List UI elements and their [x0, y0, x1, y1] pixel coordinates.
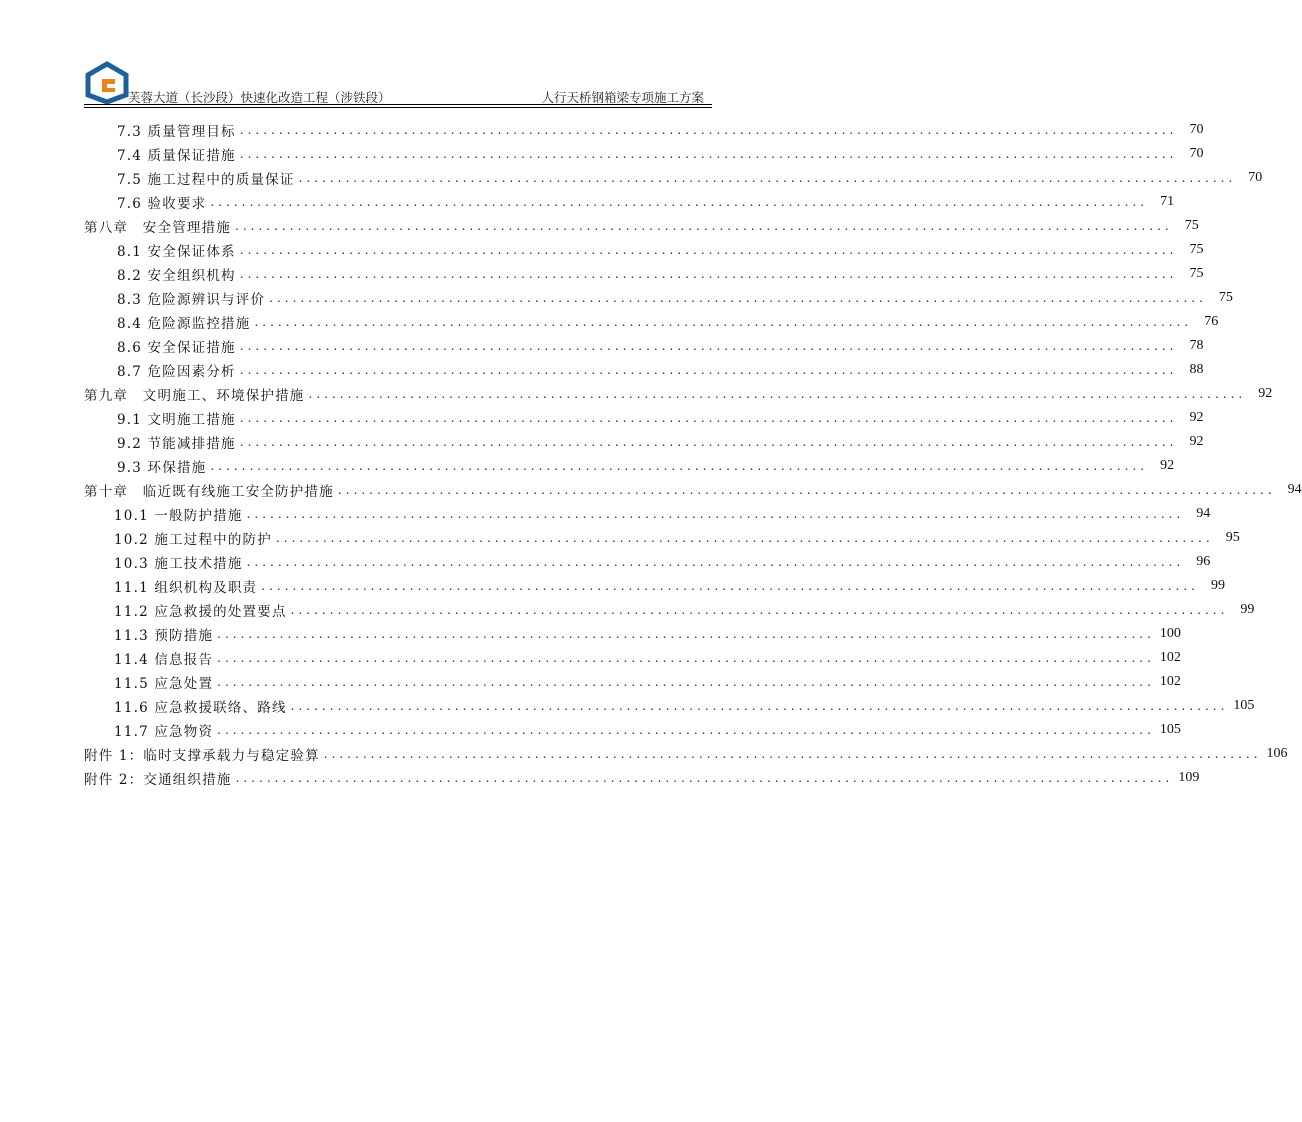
- toc-entry-title: 9.2 节能减排措施: [117, 436, 236, 452]
- toc-dot-leader: ........................................................................................................................: [246, 507, 1185, 521]
- toc-entry-page-number: 75: [1184, 218, 1199, 233]
- toc-entry-page-number: 78: [1189, 338, 1204, 353]
- toc-entry[interactable]: [117, 287, 1233, 309]
- toc-entry[interactable]: [84, 215, 1199, 237]
- toc-dot-leader: ........................................................................................................................: [217, 723, 1155, 737]
- toc-entry-page-number: 92: [1258, 386, 1273, 401]
- company-logo-icon: [84, 62, 130, 104]
- toc-entry[interactable]: [117, 311, 1219, 333]
- toc-entry[interactable]: [117, 431, 1204, 453]
- document-title: 人行天桥钢箱梁专项施工方案: [541, 90, 704, 105]
- toc-entry[interactable]: [114, 551, 1211, 573]
- toc-entry-title: 8.4 危险源监控措施: [117, 316, 251, 332]
- toc-entry-title: 8.2 安全组织机构: [117, 268, 236, 284]
- toc-entry-page-number: 102: [1159, 674, 1181, 689]
- page-header: [84, 62, 712, 106]
- toc-entry-title: 10.1 一般防护措施: [114, 508, 243, 524]
- toc-entry-page-number: 96: [1196, 554, 1211, 569]
- toc-entry[interactable]: [114, 503, 1211, 525]
- toc-entry-page-number: 76: [1204, 314, 1219, 329]
- toc-entry-title: 7.4 质量保证措施: [117, 148, 236, 164]
- toc-dot-leader: ........................................................................................................................: [269, 291, 1207, 305]
- toc-entry-page-number: 95: [1225, 530, 1240, 545]
- toc-dot-leader: ........................................................................................................................: [290, 699, 1229, 713]
- toc-entry-title: 第十章 临近既有线施工安全防护措施: [84, 484, 334, 500]
- toc-entry-title: 11.7 应急物资: [114, 724, 214, 740]
- toc-entry-title: 9.1 文明施工措施: [117, 412, 236, 428]
- project-title: 芙蓉大道（长沙段）快速化改造工程（涉铁段）: [128, 90, 391, 105]
- toc-dot-leader: ........................................................................................................................: [239, 267, 1178, 281]
- toc-entry[interactable]: [84, 383, 1273, 405]
- toc-entry-title: 11.5 应急处置: [114, 676, 214, 692]
- toc-entry-page-number: 70: [1189, 146, 1204, 161]
- toc-entry-title: 10.3 施工技术措施: [114, 556, 243, 572]
- toc-dot-leader: ........................................................................................................................: [275, 531, 1214, 545]
- toc-entry-page-number: 70: [1248, 170, 1263, 185]
- toc-entry[interactable]: [114, 599, 1255, 621]
- toc-dot-leader: ........................................................................................................................: [239, 243, 1178, 257]
- toc-entry-page-number: 105: [1233, 698, 1255, 713]
- toc-entry-page-number: 75: [1218, 290, 1233, 305]
- toc-entry[interactable]: [84, 743, 1288, 765]
- toc-entry-title: 8.7 危险因素分析: [117, 364, 236, 380]
- toc-dot-leader: ........................................................................................................................: [239, 123, 1178, 137]
- toc-entry-title: 第八章 安全管理措施: [84, 220, 231, 236]
- toc-entry[interactable]: [114, 647, 1181, 669]
- toc-entry[interactable]: [117, 167, 1263, 189]
- toc-entry-page-number: 70: [1189, 122, 1204, 137]
- toc-entry-title: 附件 2：交通组织措施: [84, 772, 232, 788]
- toc-entry-title: 11.2 应急救援的处置要点: [114, 604, 287, 620]
- toc-dot-leader: ........................................................................................................................: [254, 315, 1193, 329]
- toc-entry-page-number: 106: [1266, 746, 1288, 761]
- toc-dot-leader: ........................................................................................................................: [239, 147, 1178, 161]
- toc-entry-title: 8.6 安全保证措施: [117, 340, 236, 356]
- toc-entry[interactable]: [114, 671, 1181, 693]
- toc-dot-leader: ........................................................................................................................: [261, 579, 1199, 593]
- toc-entry-page-number: 92: [1189, 410, 1204, 425]
- toc-dot-leader: ........................................................................................................................: [210, 195, 1149, 209]
- toc-entry-page-number: 99: [1240, 602, 1255, 617]
- toc-dot-leader: ........................................................................................................................: [308, 387, 1247, 401]
- toc-entry-title: 11.6 应急救援联络、路线: [114, 700, 287, 716]
- toc-dot-leader: ........................................................................................................................: [217, 675, 1155, 689]
- toc-dot-leader: ........................................................................................................................: [323, 747, 1262, 761]
- header-divider-thin: [84, 107, 712, 108]
- toc-dot-leader: ........................................................................................................................: [235, 219, 1173, 233]
- toc-entry[interactable]: [117, 239, 1204, 261]
- toc-entry-title: 7.6 验收要求: [117, 196, 207, 212]
- toc-entry-page-number: 94: [1196, 506, 1211, 521]
- toc-entry-title: 11.4 信息报告: [114, 652, 214, 668]
- toc-entry-page-number: 94: [1287, 482, 1302, 497]
- toc-entry-title: 第九章 文明施工、环境保护措施: [84, 388, 305, 404]
- toc-entry-page-number: 100: [1159, 626, 1181, 641]
- toc-dot-leader: ........................................................................................................................: [246, 555, 1185, 569]
- toc-entry-page-number: 99: [1210, 578, 1225, 593]
- toc-entry-title: 10.2 施工过程中的防护: [114, 532, 272, 548]
- toc-entry[interactable]: [117, 335, 1204, 357]
- toc-entry[interactable]: [117, 263, 1204, 285]
- toc-dot-leader: ........................................................................................................................: [239, 411, 1178, 425]
- toc-entry[interactable]: [117, 407, 1204, 429]
- toc-entry-title: 7.5 施工过程中的质量保证: [117, 172, 295, 188]
- toc-entry[interactable]: [114, 575, 1225, 597]
- toc-dot-leader: ........................................................................................................................: [337, 483, 1276, 497]
- toc-entry[interactable]: [114, 623, 1181, 645]
- header-divider: [84, 104, 712, 105]
- toc-entry-title: 8.3 危险源辨识与评价: [117, 292, 266, 308]
- toc-dot-leader: ........................................................................................................................: [239, 339, 1178, 353]
- toc-entry-title: 7.3 质量管理目标: [117, 124, 236, 140]
- toc-entry-page-number: 105: [1159, 722, 1181, 737]
- toc-entry-page-number: 102: [1159, 650, 1181, 665]
- toc-entry-title: 11.3 预防措施: [114, 628, 214, 644]
- toc-entry-page-number: 75: [1189, 242, 1204, 257]
- toc-entry-title: 附件 1：临时支撑承载力与稳定验算: [84, 748, 320, 764]
- toc-dot-leader: ........................................................................................................................: [298, 171, 1237, 185]
- toc-entry[interactable]: [117, 119, 1204, 141]
- toc-entry-title: 8.1 安全保证体系: [117, 244, 236, 260]
- toc-entry[interactable]: [117, 359, 1204, 381]
- toc-entry[interactable]: [117, 455, 1175, 477]
- toc-dot-leader: ........................................................................................................................: [210, 459, 1149, 473]
- toc-entry-page-number: 75: [1189, 266, 1204, 281]
- toc-entry[interactable]: [114, 719, 1181, 741]
- toc-entry[interactable]: [114, 527, 1240, 549]
- toc-entry-page-number: 88: [1189, 362, 1204, 377]
- toc-dot-leader: ........................................................................................................................: [217, 651, 1155, 665]
- toc-dot-leader: ........................................................................................................................: [217, 627, 1155, 641]
- toc-entry-title: 9.3 环保措施: [117, 460, 207, 476]
- toc-entry-page-number: 92: [1160, 458, 1175, 473]
- toc-entry-page-number: 109: [1178, 770, 1200, 785]
- toc-entry-page-number: 92: [1189, 434, 1204, 449]
- toc-entry[interactable]: [84, 479, 1302, 501]
- toc-entry[interactable]: [114, 695, 1255, 717]
- toc-entry[interactable]: [117, 143, 1204, 165]
- toc-dot-leader: ........................................................................................................................: [239, 363, 1178, 377]
- toc-entry[interactable]: [84, 767, 1200, 789]
- toc-dot-leader: ........................................................................................................................: [290, 603, 1229, 617]
- toc-dot-leader: ........................................................................................................................: [239, 435, 1178, 449]
- toc-entry[interactable]: [117, 191, 1175, 213]
- toc-dot-leader: ........................................................................................................................: [235, 771, 1174, 785]
- toc-entry-page-number: 71: [1160, 194, 1175, 209]
- toc-entry-title: 11.1 组织机构及职责: [114, 580, 258, 596]
